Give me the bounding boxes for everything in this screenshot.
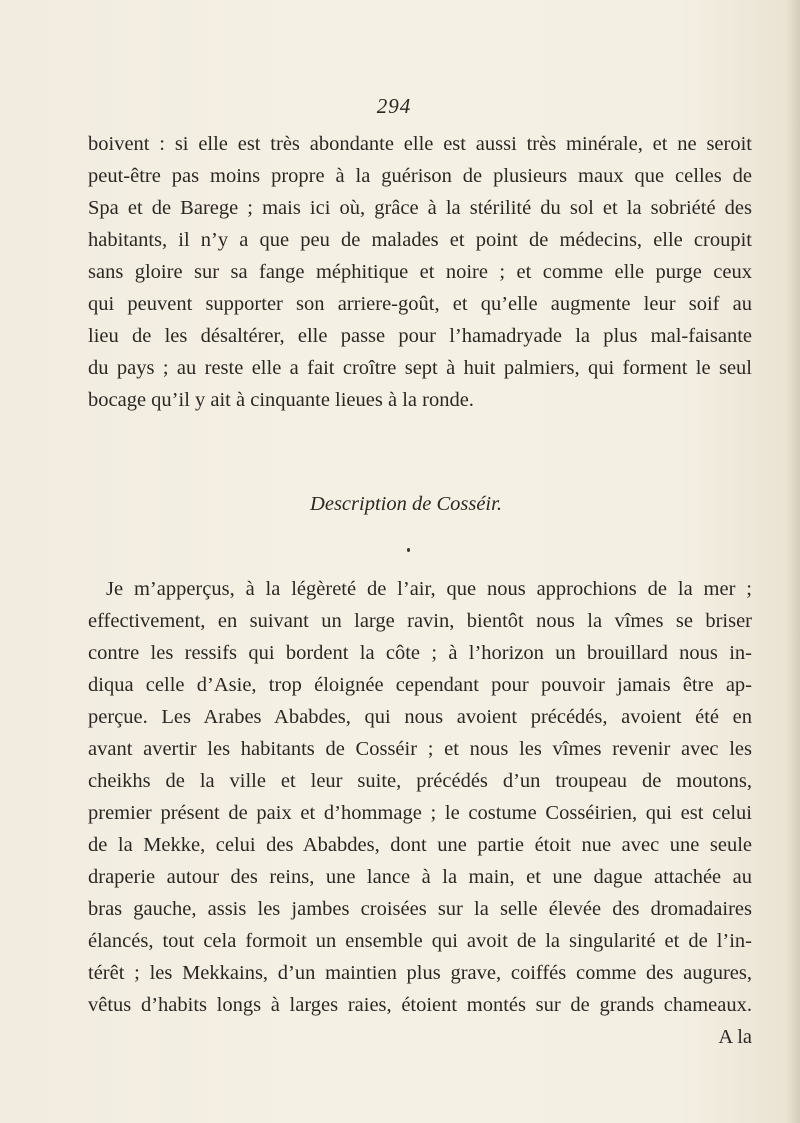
section-title: Description de Cosséir.	[310, 493, 502, 515]
text-line: lieu de les désaltérer, elle passe pour l’hamadryade la plus mal-faisante	[88, 325, 752, 347]
text-line: qui peuvent supporter son arriere-goût, et qu’elle augmente leur soif au	[88, 293, 752, 315]
text-line: habitants, il n’y a que peu de malades et point de médecins, elle croupit	[88, 229, 752, 251]
text-line: élancés, tout cela formoit un ensemble qui avoit de la singularité et de l’in-	[88, 930, 752, 952]
text-line: perçue. Les Arabes Ababdes, qui nous avoient précédés, avoient été en	[88, 706, 752, 728]
paragraph-2	[88, 573, 752, 1053]
text-line: bocage qu’il y ait à cinquante lieues à la ronde.	[88, 389, 474, 411]
paragraph-1	[88, 128, 752, 416]
text-line: vêtus d’habits longs à larges raies, étoient montés sur de grands chameaux.	[88, 994, 752, 1016]
text-line: diqua celle d’Asie, trop éloignée cependant pour pouvoir jamais être ap-	[88, 674, 752, 696]
text-line: Spa et de Barege ; mais ici où, grâce à la stérilité du sol et la sobriété des	[88, 197, 752, 219]
text-line: boivent : si elle est très abondante elle est aussi très minérale, et ne seroit	[88, 133, 752, 155]
text-line: bras gauche, assis les jambes croisées sur la selle élevée des dromadaires	[88, 898, 752, 920]
text-line: sans gloire sur sa fange méphitique et noire ; et comme elle purge ceux	[88, 261, 752, 283]
text-line: effectivement, en suivant un large ravin, bientôt nous la vîmes se briser	[88, 610, 752, 632]
text-line: Je m’apperçus, à la légèreté de l’air, que nous approchions de la mer ;	[106, 578, 752, 600]
text-line: avant avertir les habitants de Cosséir ; et nous les vîmes revenir avec les	[88, 738, 752, 760]
catchword: A la	[718, 1026, 752, 1048]
ink-speck	[407, 548, 410, 552]
text-line: peut-être pas moins propre à la guérison de plusieurs maux que celles de	[88, 165, 752, 187]
text-line: cheikhs de la ville et leur suite, précédés d’un troupeau de moutons,	[88, 770, 752, 792]
text-line: premier présent de paix et d’hommage ; le costume Cosséirien, qui est celui	[88, 802, 752, 824]
text-line: de la Mekke, celui des Ababdes, dont une partie étoit nue avec une seule	[88, 834, 752, 856]
text-line: térêt ; les Mekkains, d’un maintien plus grave, coiffés comme des augures,	[88, 962, 752, 984]
page-edge-shadow	[786, 0, 800, 1123]
text-line: draperie autour des reins, une lance à la main, et une dague attachée au	[88, 866, 752, 888]
text-line: contre les ressifs qui bordent la côte ; à l’horizon un brouillard nous in-	[88, 642, 752, 664]
page-number: 294	[376, 94, 412, 118]
text-line: du pays ; au reste elle a fait croître sept à huit palmiers, qui forment le seul	[88, 357, 752, 379]
